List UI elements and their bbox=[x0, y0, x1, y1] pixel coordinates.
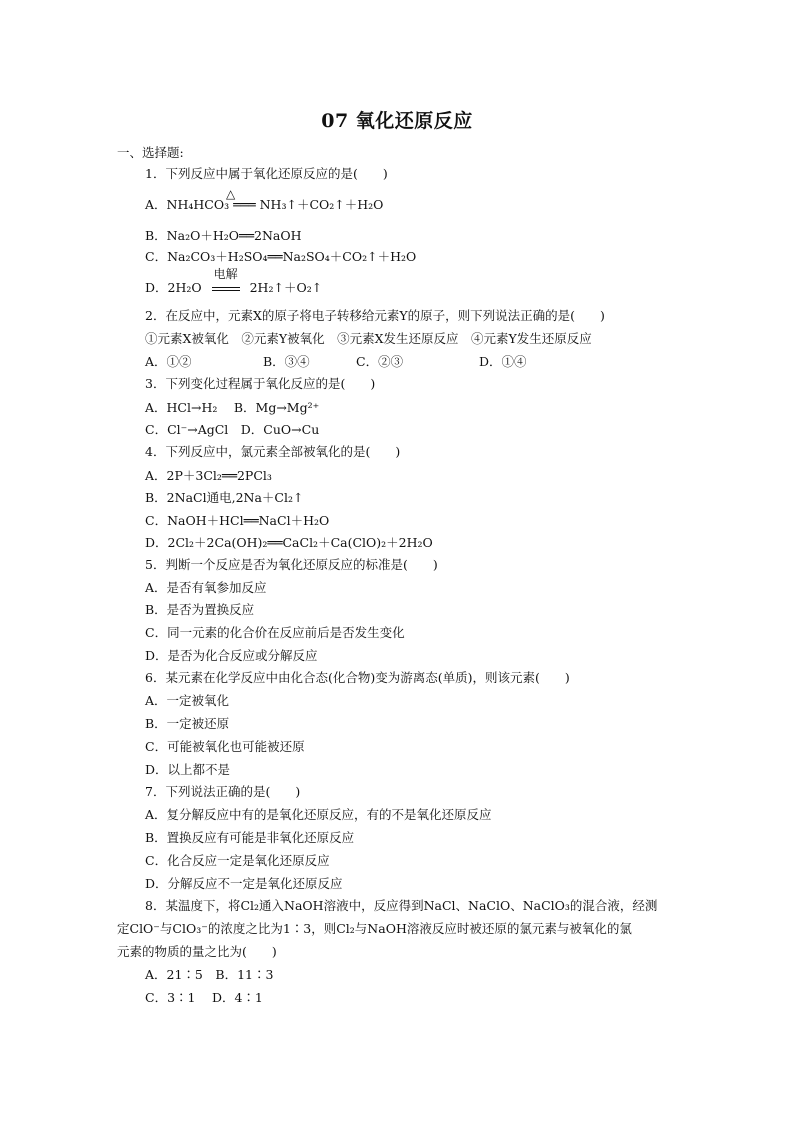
question-4-option-d: D．2Cl₂＋2Ca(OH)₂══CaCl₂＋Ca(ClO)₂＋2H₂O bbox=[145, 535, 433, 550]
question-8-options-ab: A．21∶5 B．11∶3 bbox=[145, 967, 274, 982]
question-8-stem-line-3: 元素的物质的量之比为( ) bbox=[117, 944, 277, 959]
question-8-stem-line-1: 8．某温度下，将Cl₂通入NaOH溶液中，反应得到NaCl、NaClO、NaClO₃的混合液，经测 bbox=[145, 898, 658, 913]
question-6-option-a: A．一定被氧化 bbox=[145, 693, 230, 708]
question-6-option-c: C．可能被氧化也可能被还原 bbox=[145, 739, 305, 754]
question-5-option-a: A．是否有氧参加反应 bbox=[145, 580, 267, 595]
question-2-option-d: D．①④ bbox=[479, 354, 527, 369]
question-2-stem: 2．在反应中，元素X的原子将电子转移给元素Y的原子，则下列说法正确的是( ) bbox=[145, 308, 605, 323]
question-5-stem: 5．判断一个反应是否为氧化还原反应的标准是( ) bbox=[145, 557, 438, 572]
question-6-stem: 6．某元素在化学反应中由化合态(化合物)变为游离态(单质)，则该元素( ) bbox=[145, 670, 570, 685]
option-d-right: 2H₂↑＋O₂↑ bbox=[249, 280, 323, 295]
question-8-options-cd: C．3∶1 D．4∶1 bbox=[145, 990, 263, 1005]
question-3-options-ab: A．HCl→H₂ B．Mg→Mg²⁺ bbox=[145, 400, 320, 415]
question-6-option-b: B．一定被还原 bbox=[145, 716, 230, 731]
question-4-stem: 4．下列反应中，氯元素全部被氧化的是( ) bbox=[145, 444, 401, 459]
question-1-option-d bbox=[145, 267, 323, 296]
question-5-option-d: D．是否为化合反应或分解反应 bbox=[145, 648, 318, 663]
question-2-option-b: B．③④ bbox=[263, 354, 310, 369]
question-1-option-c: C．Na₂CO₃＋H₂SO₄══Na₂SO₄＋CO₂↑＋H₂O bbox=[145, 249, 417, 264]
question-1-option-a bbox=[145, 197, 383, 213]
question-2-option-a: A．①② bbox=[145, 354, 192, 369]
question-3-stem: 3．下列变化过程属于氧化反应的是( ) bbox=[145, 376, 376, 391]
question-7-option-b: B．置换反应有可能是非氧化还原反应 bbox=[145, 830, 355, 845]
question-6-option-d: D．以上都不是 bbox=[145, 762, 231, 777]
question-7-option-d: D．分解反应不一定是氧化还原反应 bbox=[145, 876, 343, 891]
question-5-option-b: B．是否为置换反应 bbox=[145, 602, 255, 617]
page-title: 07 氧化还原反应 bbox=[321, 110, 473, 132]
question-7-option-c: C．化合反应一定是氧化还原反应 bbox=[145, 853, 330, 868]
question-5-option-c: C．同一元素的化合价在反应前后是否发生变化 bbox=[145, 625, 405, 640]
electrolysis-label: 电解 bbox=[213, 267, 238, 281]
option-d-left: D．2H₂O bbox=[145, 280, 202, 295]
question-7-option-a: A．复分解反应中有的是氧化还原反应，有的不是氧化还原反应 bbox=[145, 807, 492, 822]
heat-symbol: △ bbox=[226, 187, 236, 201]
question-7-stem: 7．下列说法正确的是( ) bbox=[145, 784, 301, 799]
section-heading: 一、选择题: bbox=[117, 145, 184, 160]
option-a-text: A．NH₄HCO₃ ═══ NH₃↑＋CO₂↑＋H₂O bbox=[145, 197, 384, 212]
question-1-option-b: B．Na₂O＋H₂O══2NaOH bbox=[145, 228, 302, 243]
question-8-stem-line-2: 定ClO⁻与ClO₃⁻的浓度之比为1∶3，则Cl₂与NaOH溶液反应时被还原的氯元素与被氧化的氯 bbox=[117, 921, 632, 936]
equals-bar bbox=[212, 287, 240, 291]
question-4-option-b: B．2NaCl通电,2Na＋Cl₂↑ bbox=[145, 490, 304, 505]
question-3-options-cd: C．Cl⁻→AgCl D．CuO→Cu bbox=[145, 422, 320, 437]
question-4-option-c: C．NaOH＋HCl══NaCl＋H₂O bbox=[145, 513, 330, 528]
question-4-option-a: A．2P＋3Cl₂══2PCl₃ bbox=[145, 468, 272, 483]
question-2-option-c: C．②③ bbox=[356, 354, 404, 369]
electrolysis-arrow bbox=[212, 267, 240, 296]
question-2-items: ①元素X被氧化 ②元素Y被氧化 ③元素X发生还原反应 ④元素Y发生还原反应 bbox=[145, 331, 592, 346]
question-1-stem: 1．下列反应中属于氧化还原反应的是( ) bbox=[145, 166, 388, 181]
